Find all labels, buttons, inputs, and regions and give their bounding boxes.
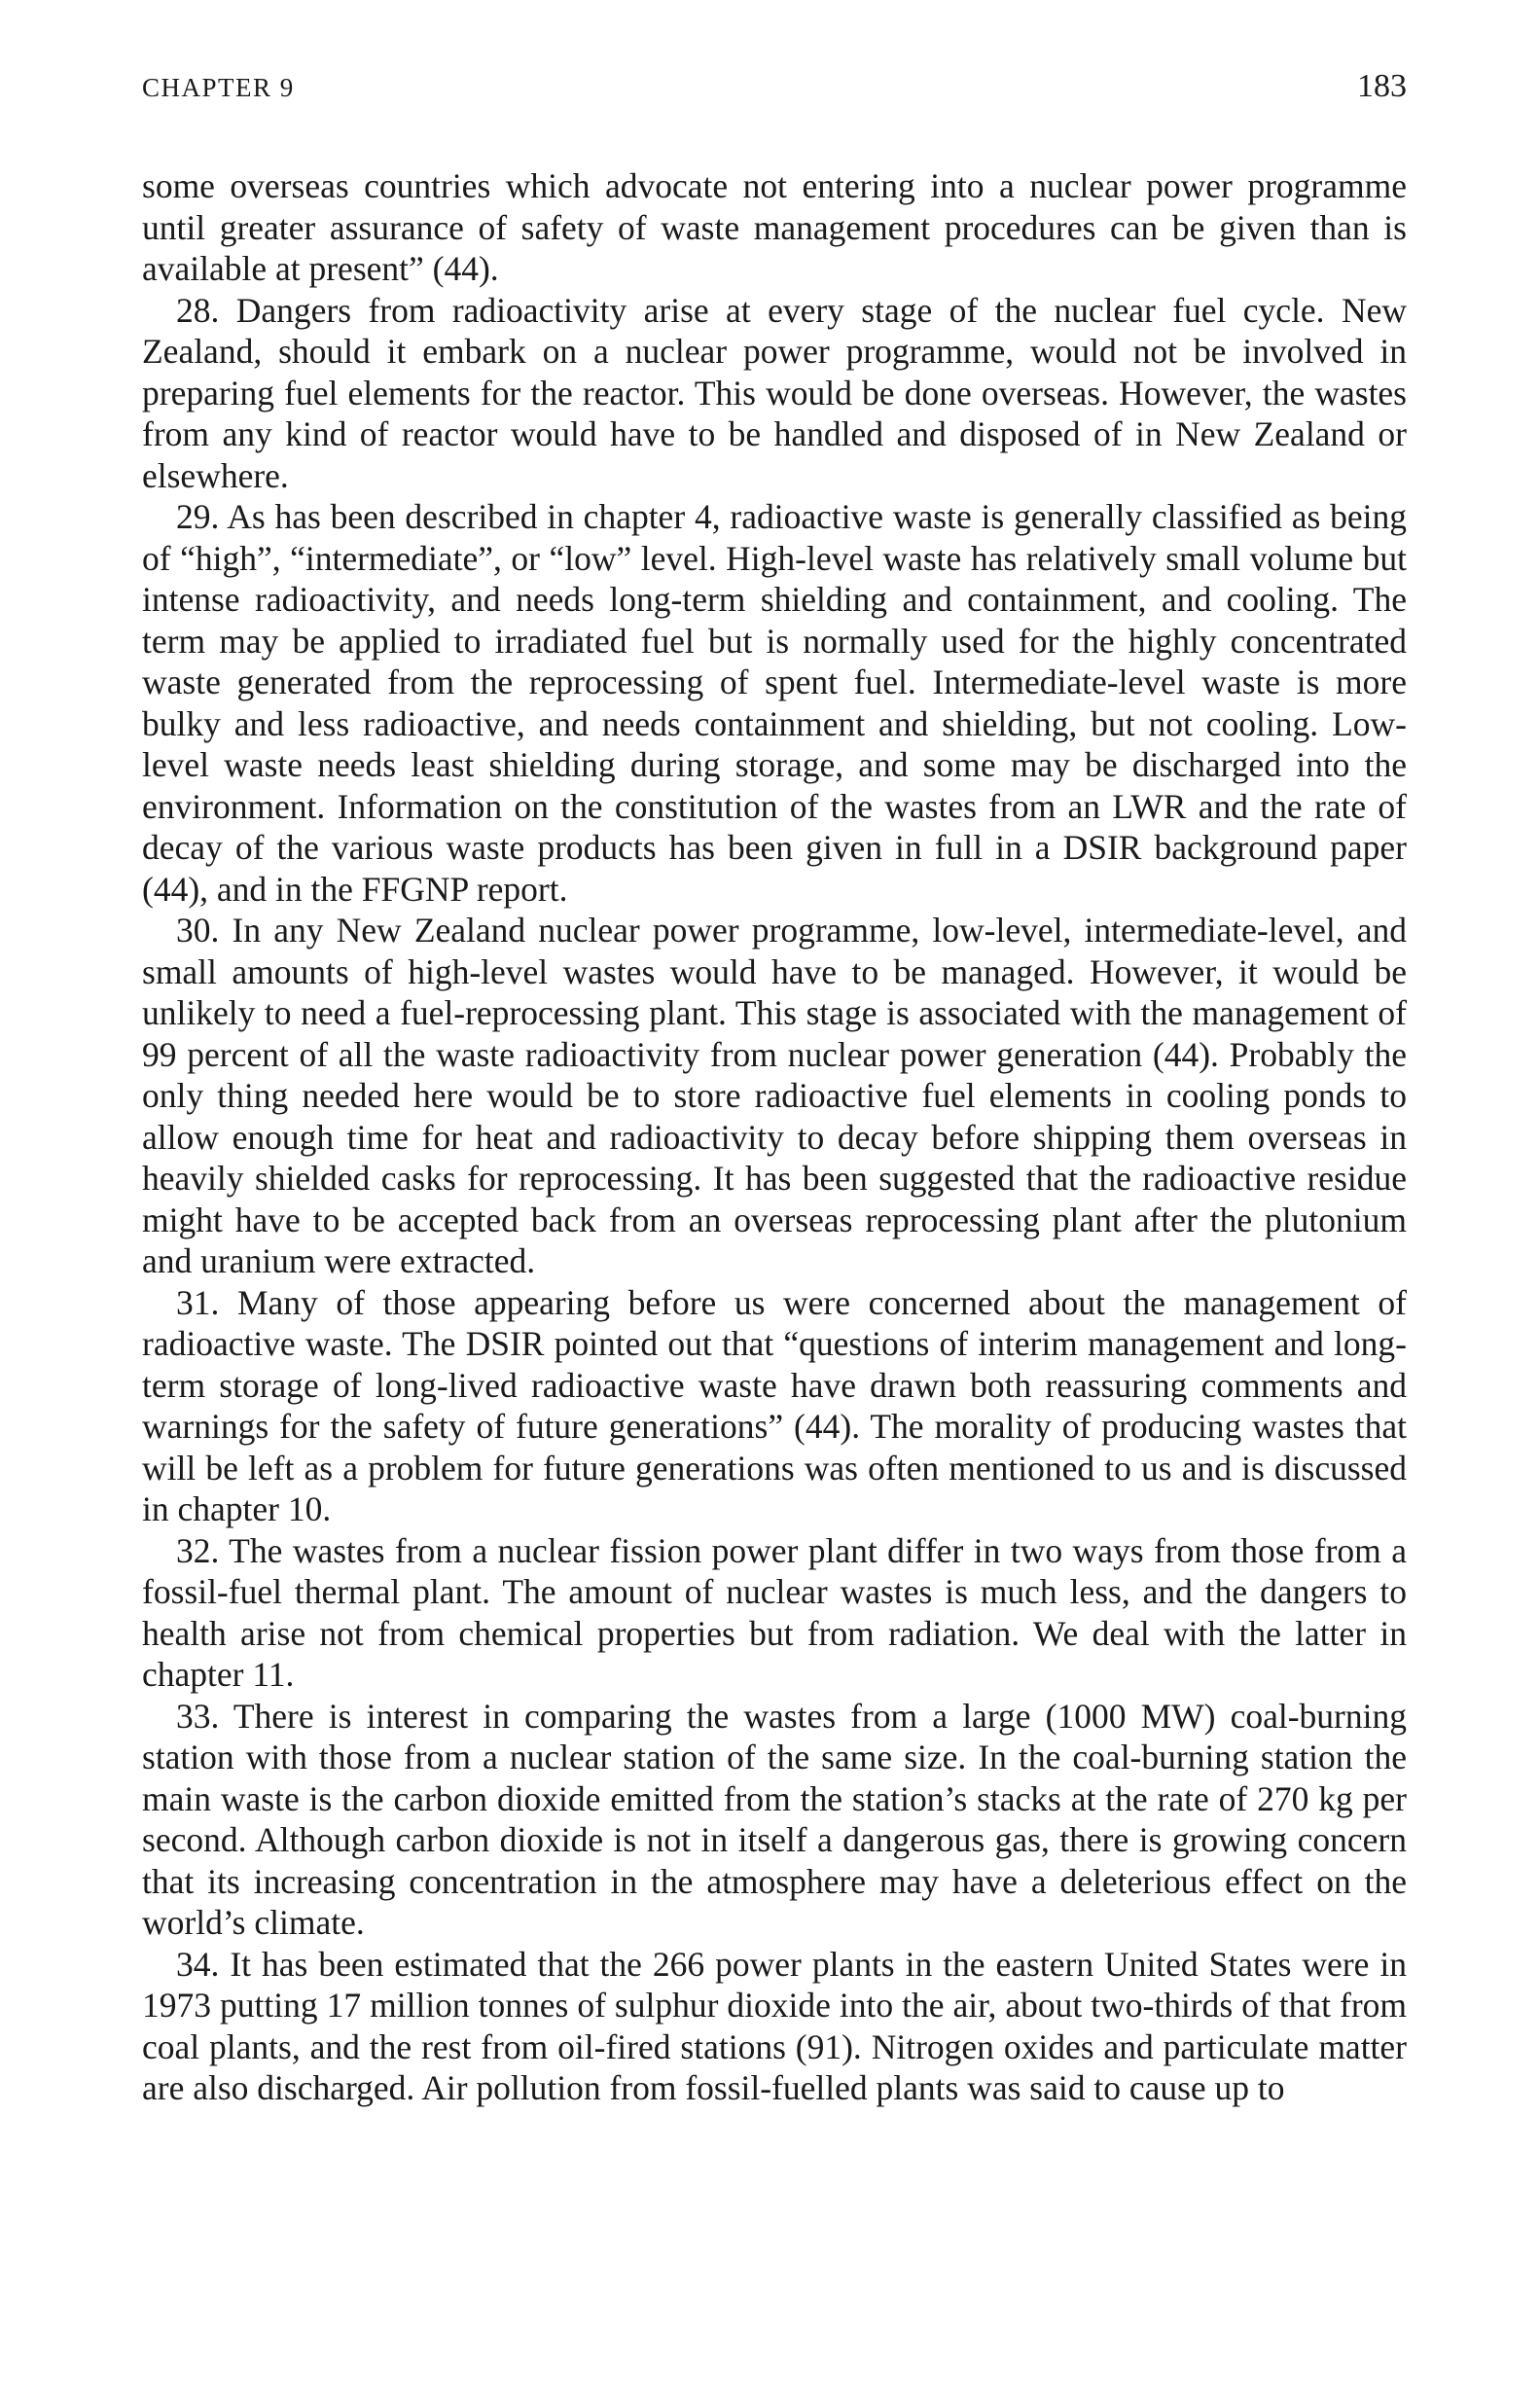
body-text [142,165,1407,2109]
paragraph-29: 29. As has been described in chapter 4, radioactive waste is generally classified as being of “high”, “intermediate”, or “low” level. High-level waste has relatively small volume but intense radioactivity, and needs long-term shielding and containment, and cooling. The term may be applied to irradiated fuel but is normally used for the highly concentrated waste generated from the reprocessing of spent fuel. Intermediate-level waste is more bulky and less radioactive, and needs containment and shielding, but not cooling. Low-level waste needs least shielding during storage, and some may be discharged into the environment. Information on the constitution of the wastes from an LWR and the rate of decay of the various waste products has been given in full in a DSIR background paper (44), and in the FFGNP report. [142,497,1407,909]
running-header [142,68,1407,126]
paragraph-32: 32. The wastes from a nuclear fission power plant differ in two ways from those from a fossil-fuel thermal plant. The amount of nuclear wastes is much less, and the dangers to health arise not from chemical properties but from radiation. We deal with the latter in chapter 11. [142,1530,1407,1694]
paragraph-continuation: some overseas countries which advocate not entering into a nuclear power programme until greater assurance of safety of waste management procedures can be given than is available at present” (44). [142,166,1407,288]
paragraph-28: 28. Dangers from radioactivity arise at every stage of the nuclear fuel cycle. New Zealand, should it embark on a nuclear power programme, would not be involved in preparing fuel elements for the reactor. This would be done overseas. However, the wastes from any kind of reactor would have to be handled and disposed of in New Zealand or elsewhere. [142,290,1407,495]
document-page [142,68,1407,2109]
paragraph-33: 33. There is interest in comparing the wastes from a large (1000 MW) coal-burning station with those from a nuclear station of the same size. In the coal-burning station the main waste is the carbon dioxide emitted from the station’s stacks at the rate of 270 kg per second. Although carbon dioxide is not in itself a dangerous gas, there is growing concern that its increasing concentration in the atmosphere may have a deleterious effect on the world’s climate. [142,1696,1407,1942]
chapter-label: CHAPTER 9 [142,73,295,102]
paragraph-34: 34. It has been estimated that the 266 power plants in the eastern United States were in 1973 putting 17 million tonnes of sulphur dioxide into the air, about two-thirds of that from coal plants, and the rest from oil-fired stations (91). Nitrogen oxides and particulate matter are also discharged. Air pollution from fossil-fuelled plants was said to cause up to [142,1944,1407,2107]
paragraph-30: 30. In any New Zealand nuclear power programme, low-level, intermediate-level, and small amounts of high-level wastes would have to be managed. However, it would be unlikely to need a fuel-reprocessing plant. This stage is associated with the management of 99 percent of all the waste radioactivity from nuclear power generation (44). Probably the only thing needed here would be to store radioactive fuel elements in cooling ponds to allow enough time for heat and radioactivity to decay before shipping them overseas in heavily shielded casks for reprocessing. It has been suggested that the radioactive residue might have to be accepted back from an overseas reprocessing plant after the plutonium and uranium were extracted. [142,911,1407,1280]
page-number: 183 [1357,68,1407,104]
paragraph-31: 31. Many of those appearing before us were concerned about the management of radioactive waste. The DSIR pointed out that “questions of interim management and long-term storage of long-lived radioactive waste have drawn both reassuring comments and warnings for the safety of future generations” (44). The morality of producing wastes that will be left as a problem for future generations was often mentioned to us and is discussed in chapter 10. [142,1282,1407,1528]
